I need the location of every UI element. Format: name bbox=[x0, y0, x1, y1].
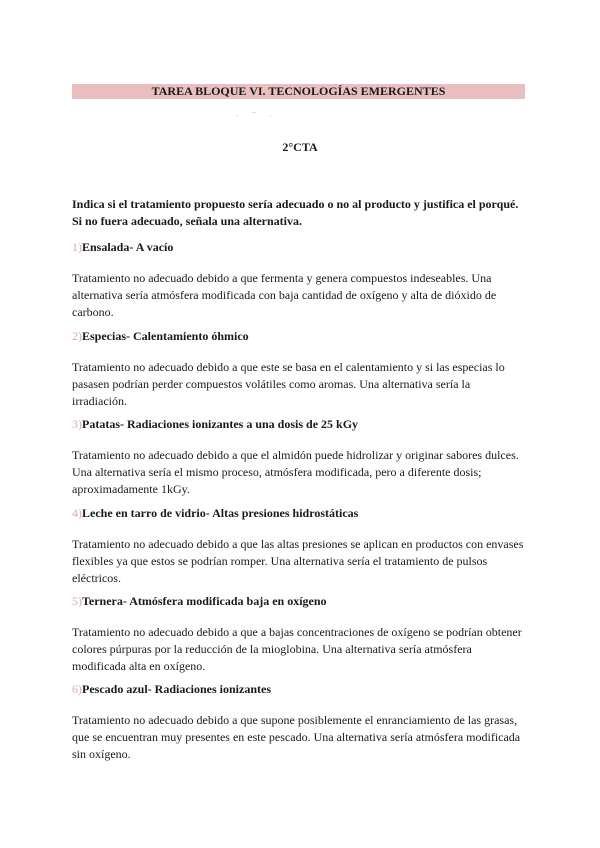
question-number: 4) bbox=[72, 506, 82, 520]
question-6 bbox=[72, 682, 528, 763]
faint-marks: · ¯ · bbox=[236, 112, 278, 120]
question-4 bbox=[72, 506, 528, 587]
answer-text: Tratamiento no adecuado debido a que a bajas concentraciones de oxígeno se podrían obtener colores púrpuras por la reducción de la mioglobina. Una alternativa sería atmósfera modificada alta en oxígeno. bbox=[72, 625, 522, 673]
question-title: Ensalada- A vacío bbox=[82, 240, 174, 254]
title-highlight bbox=[72, 84, 525, 99]
question-2 bbox=[72, 329, 528, 410]
document-subtitle: 2°CTA bbox=[282, 140, 318, 154]
question-heading bbox=[72, 417, 528, 432]
answer-text: Tratamiento no adecuado debido a que supone posiblemente el enranciamiento de las grasas, que se encuentran muy presentes en este pescado. Una alternativa sería atmósfera modificada sin oxígeno. bbox=[72, 713, 521, 761]
question-number: 5) bbox=[72, 594, 82, 608]
question-number: 6) bbox=[72, 682, 82, 696]
question-1 bbox=[72, 240, 528, 321]
question-heading bbox=[72, 506, 528, 521]
answer-text: Tratamiento no adecuado debido a que fermenta y genera compuestos indeseables. Una alternativa sería atmósfera modificada con baja cantidad de oxígeno y alta de dióxido de carbono. bbox=[72, 271, 497, 319]
answer-text: Tratamiento no adecuado debido a que las altas presiones se aplican en productos con envases flexibles ya que estos se podrían romper. Una alternativa sería el tratamiento de pulsos eléctricos. bbox=[72, 537, 524, 585]
question-heading bbox=[72, 240, 528, 255]
instructions-text: Indica si el tratamiento propuesto sería adecuado o no al producto y justifica el porqué. Si no fuera adecuado, señala una alternativa. bbox=[72, 197, 519, 228]
question-title: Leche en tarro de vidrio- Altas presiones hidrostáticas bbox=[82, 506, 359, 520]
question-heading bbox=[72, 329, 528, 344]
question-number: 1) bbox=[72, 240, 82, 254]
question-title: Patatas- Radiaciones ionizantes a una dosis de 25 kGy bbox=[82, 417, 359, 431]
question-number: 3) bbox=[72, 417, 82, 431]
answer-text: Tratamiento no adecuado debido a que el almidón puede hidrolizar y originar sabores dulces. Una alternativa sería el mismo proceso, atmósfera modificada, pero a diferente dosis; aproximadamente 1kGy. bbox=[72, 448, 519, 496]
document-title: TAREA BLOQUE VI. TECNOLOGÍAS EMERGENTES bbox=[151, 84, 446, 98]
answer-text: Tratamiento no adecuado debido a que este se basa en el calentamiento y si las especias lo pasasen podrían perder compuestos volátiles como aromas. Una alternativa sería la irradiación. bbox=[72, 360, 505, 408]
question-number: 2) bbox=[72, 329, 82, 343]
question-5 bbox=[72, 594, 528, 675]
question-3 bbox=[72, 417, 528, 498]
question-title: Pescado azul- Radiaciones ionizantes bbox=[82, 682, 271, 696]
question-title: Especias- Calentamiento óhmico bbox=[82, 329, 249, 343]
question-title: Ternera- Atmósfera modificada baja en oxígeno bbox=[82, 594, 327, 608]
question-heading bbox=[72, 594, 528, 609]
question-heading bbox=[72, 682, 528, 697]
